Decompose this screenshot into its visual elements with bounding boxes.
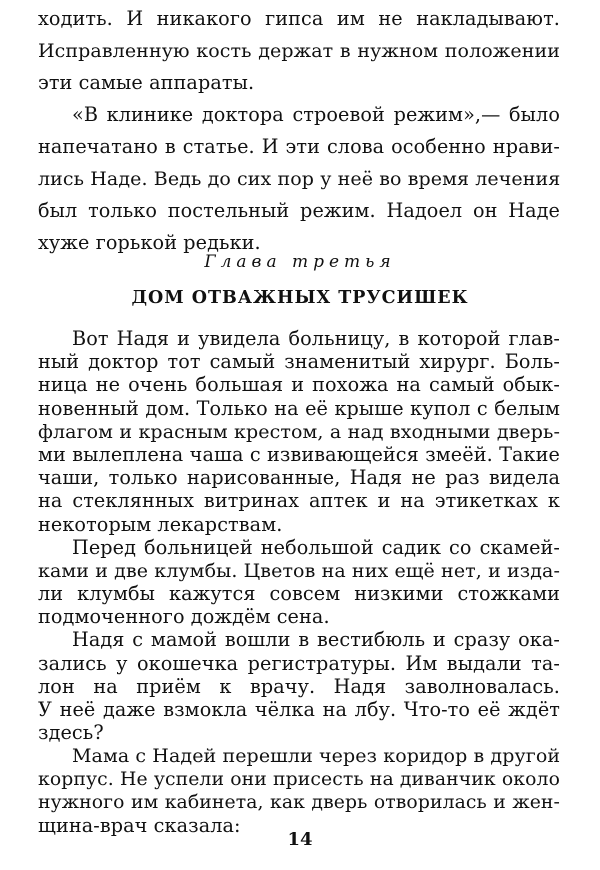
text-line: чаши, только нарисованные, Надя не раз видела: [38, 466, 560, 489]
text-line: ками и две клумбы. Цветов на них ещё нет, и изда-: [38, 560, 560, 582]
text-line: корпус. Не успели они присесть на диванчик около: [38, 769, 560, 790]
text-line: «В клинике доктора строевой режим»,— было: [72, 103, 560, 126]
chapter-label: Глава третья: [204, 252, 396, 272]
text-line: Надя с мамой вошли в вестибюль и сразу ока-: [72, 628, 560, 651]
text-line: напечатано в статье. И эти слова особенно нрави-: [38, 135, 560, 158]
text-line: подмоченного дождём сена.: [38, 605, 330, 628]
page-number: 14: [287, 829, 313, 850]
text-line: хуже горькой редьки.: [38, 231, 261, 254]
text-line: щина-врач сказала:: [38, 814, 241, 837]
text-line: ми вылеплена чаша с извивающейся змеёй. Такие: [38, 443, 560, 466]
text-line: Вот Надя и увидела больницу, в которой глав-: [72, 327, 560, 350]
chapter-title: ДОМ ОТВАЖНЫХ ТРУСИШЕК: [131, 288, 469, 308]
text-line: некоторым лекарствам.: [38, 513, 283, 536]
text-line: Перед больницей небольшой садик со скамей-: [72, 536, 560, 559]
text-line: лон на приём к врачу. Надя заволновалась.: [38, 675, 560, 698]
text-line: ходить. И никакого гипса им не накладывают.: [38, 7, 560, 30]
text-line: новенный дом. Только на её крыше купол с белым: [38, 397, 560, 420]
text-line: здесь?: [38, 721, 104, 744]
text-line: зались у окошечка регистратуры. Им выдали та-: [38, 652, 560, 675]
text-line: эти самые аппараты.: [38, 71, 255, 94]
text-line: Мама с Надей перешли через коридор в другой: [72, 745, 561, 767]
text-line: нужного им кабинета, как дверь отворилась и жен-: [38, 792, 560, 813]
text-line: У неё даже взмокла чёлка на лбу. Что-то её ждёт: [38, 698, 560, 721]
text-line: флагом и красным крестом, а над входными дверь-: [38, 421, 560, 443]
text-line: ли клумбы кажутся совсем низкими стожками: [38, 582, 560, 605]
text-line: Исправленную кость держат в нужном положении: [38, 40, 560, 62]
text-line: ница не очень большая и похожа на самый обык-: [38, 373, 560, 396]
text-line: на стеклянных витринах аптек и на этикетках к: [38, 489, 560, 512]
text-line: лись Наде. Ведь до сих пор у неё во время лечения: [38, 168, 561, 190]
text-line: ный доктор тот самый знаменитый хирург. Боль-: [38, 350, 560, 373]
text-line: был только постельный режим. Надоел он Наде: [38, 199, 560, 222]
